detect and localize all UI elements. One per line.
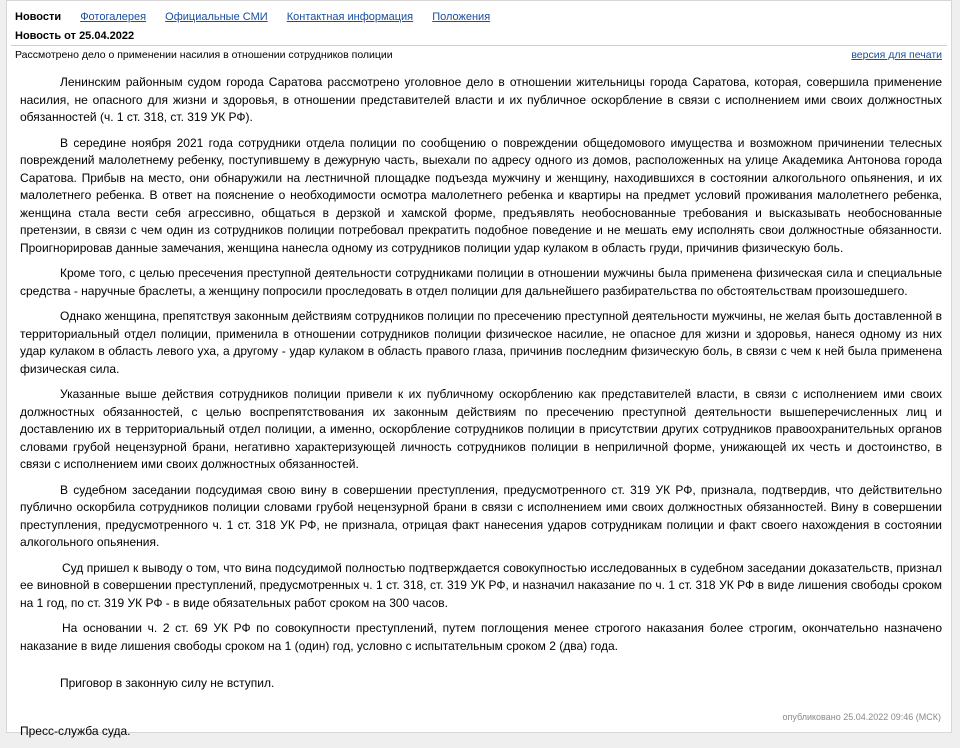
article-paragraph: Суд пришел к выводу о том, что вина подсудимой полностью подтверждается совокупностью исследованных в судебном заседании доказательств, признал ее виновной в совершении преступлений, предусмотренных ч. 1 ст. 318, ст. 319 УК РФ, и назначил наказание по ч. 1 ст. 318 УК РФ в виде лишения свободы сроком на 1 год, по ст. 319 УК РФ - в виде обязательных работ сроком на 300 часов. (20, 560, 942, 610)
nav-item-regulations[interactable]: Положения (432, 11, 491, 23)
published-timestamp: опубликовано 25.04.2022 09:46 (МСК) (782, 712, 941, 722)
print-version-link[interactable]: версия для печати (851, 49, 942, 61)
verdict-status: Приговор в законную силу не вступил. (60, 676, 275, 690)
article-paragraph: Ленинским районным судом города Саратова рассмотрено уголовное дело в отношении жительницы города Саратова, которая, совершила применение насилия, не опасного для жизни и здоровья, в отношении представителей власти и их публичное оскорбление в связи с исполнением ими своих должностных обязанностей (ч. 1 ст. 318, ст. 319 УК РФ). (20, 75, 942, 124)
article-body (20, 74, 942, 748)
news-subject: Рассмотрено дело о применении насилия в отношении сотрудников полиции (15, 49, 393, 61)
page-frame (6, 0, 952, 738)
nav-item-contacts[interactable]: Контактная информация (286, 11, 414, 23)
article-paragraph: Указанные выше действия сотрудников полиции привели к их публичному оскорблению как представителей власти, в связи с исполнением ими своих должностных обязанностей, с целью воспрепятствования их законным действиям по пресечению преступной деятельности вышеперечисленных лиц и доставлению их в территориальный отдел полиции, а именно, оскорбление сотрудников полиции в присутствии других сотрудников правоохранительных органов словами грубой нецензурной брани, негативно характеризующей личность сотрудников полиции в неприличной форме, унижающей их честь и достоинство, в связи с исполнением ими своих должностных обязанностей. (20, 387, 942, 471)
nav-item-official-media[interactable]: Официальные СМИ (165, 11, 268, 23)
news-subject-bar (11, 45, 947, 64)
article-paragraph: На основании ч. 2 ст. 69 УК РФ по совокупности преступлений, путем поглощения менее строгого наказания более строгим, окончательно назначено наказание в виде лишения свободы сроком на 1 (один) год, условно с испытательным сроком 2 (два) года. (20, 621, 942, 653)
article-paragraph: В середине ноября 2021 года сотрудники отдела полиции по сообщению о повреждении общедомового имущества и возможном причинении телесных повреждений малолетнему ребенку, поступившему в дежурную часть, выехали по адресу одного из домов, расположенных на улице Академика Антонова города Саратова. Прибыв на место, они обнаружили на лестничной площадке подъезда мужчину и женщину, находившихся в состоянии алкогольного опьянения, и их малолетнего ребенка. В ответ на пояснение о необходимости осмотра малолетнего ребенка и квартиры на предмет условий проживания малолетнего ребенка, женщина стала вести себя агрессивно, общаться в дерзкой и хамской форме, предъявлять необоснованные требования и высказывать необоснованные претензии, в связи с чем один из сотрудников полиции потребовал прекратить подобное поведение и не мешать ему исполнять свои должностные обязанности. Проигнорировав данные замечания, женщина нанесла одному из сотрудников полиции удар кулаком в область груди, причинив физическую боль. (20, 135, 942, 255)
article-paragraph: В судебном заседании подсудимая свою вину в совершении преступления, предусмотренного ст. 319 УК РФ, признала, подтвердив, что действительно публично оскорбила сотрудников полиции словами грубой нецензурной брани в связи с исполнением ими своих должностных обязанностей. Вину в совершении преступления, предусмотренного ч. 1 ст. 318 УК РФ, не признала, отрицая факт нанесения ударов сотрудникам полиции и факт своего нахождения в состоянии алкогольного опьянения. (20, 482, 942, 549)
article-paragraph: Однако женщина, препятствуя законным действиям сотрудников полиции по пресечению преступной деятельности мужчины, не желая быть доставленной в территориальный отдел полиции, применила в отношении сотрудников полиции физическое насилие, не опасное для жизни и здоровья, нанеся одному из них удар кулаком в область левого уха, а другому - удар кулаком в область правого глаза, причинив последним физическую боль, в связи с чем к ней была применена физическая сила. (20, 309, 942, 376)
nav-item-news[interactable]: Новости (15, 11, 62, 23)
article-paragraph: Кроме того, с целью пресечения преступной деятельности сотрудниками полиции в отношении мужчины была применена физическая сила и специальные средства - наручные браслеты, а женщину попросили проследовать в отдел полиции для дальнейшего разбирательства по обстоятельствам произошедшего. (20, 266, 942, 298)
press-service-signature: Пресс-служба суда. (20, 723, 131, 738)
top-nav (15, 11, 506, 23)
news-date-heading: Новость от 25.04.2022 (15, 30, 135, 42)
nav-item-photogallery[interactable]: Фотогалерея (80, 11, 147, 23)
